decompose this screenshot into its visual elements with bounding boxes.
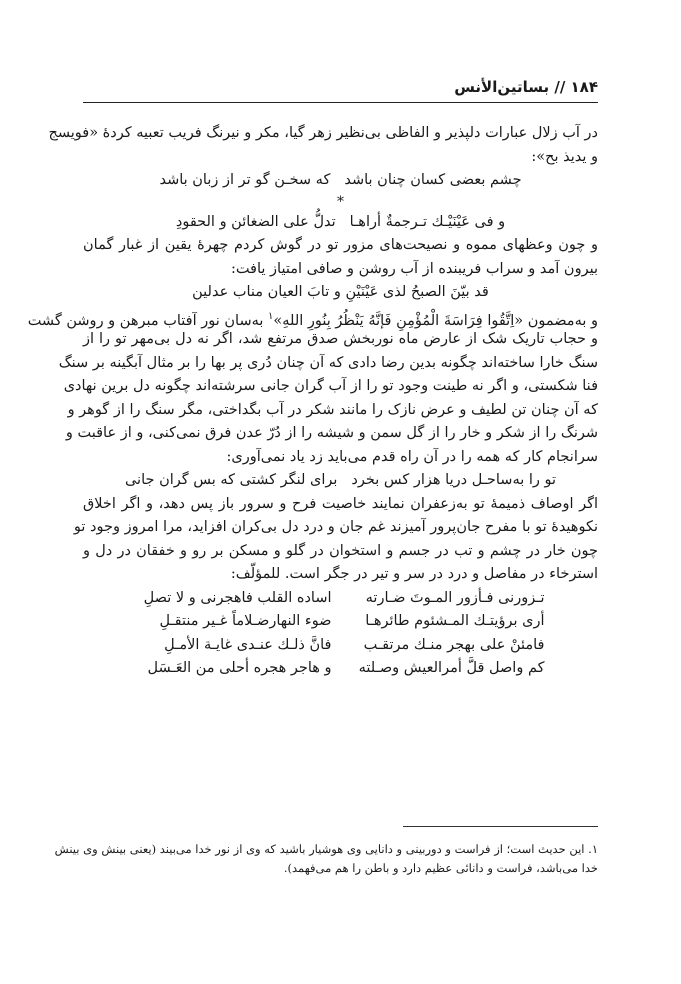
poem-couplet (83, 657, 598, 681)
poem-hemistich: تـزورنی فـأزور المـوتَ ضـارته (365, 589, 545, 606)
paragraph-line: سنگ خارا ساخته‌اند چگونه بدین رضا دادی که آن چنان دُری پر بها را بر مثال آبگینه بر سنگ (58, 354, 598, 371)
paragraph-line: استرخاء در مفاصل و درد در سر و تیر در جگر است. للمؤلّف: (230, 566, 598, 582)
footnote-ref: ۱ (268, 310, 274, 322)
paragraph-line: فنا شکستی، و اگر نه طینت وجود تو را از آب گران جانی سرشته‌اند چگونه دل برین نهادی (63, 378, 598, 394)
footnote-line: ۱. این حدیث است؛ از فراست و دوربینی و دانایی وی هوشیار باشید که وی از نور خدا می‌بیند (یعنی بینش وی بینش (54, 842, 598, 856)
footnote-line: خدا می‌باشد، فراست و دانائی عظیم دارد و باطن را هم می‌فهمد). (283, 861, 598, 875)
paragraph-line: و یدیذ بح»: (531, 148, 598, 165)
paragraph-text: به‌سان نور آفتاب مبرهن و روشن گشت (27, 312, 269, 329)
page-body (27, 122, 598, 681)
verse-hemistich: تدلُّ علی الضغائن و الحقودِ (175, 213, 336, 230)
poem-couplet (83, 634, 598, 658)
section-star: * (337, 193, 344, 210)
paragraph-line: و حجاب تاریک شک از عارض ماه نوربخش صدق مرتفع شد، اگر نه دل بی‌مهر تو را از (83, 331, 598, 347)
paragraph-line: شرنگ را از شکر و خار را از گل سمن و شیشه را از دُرّ عدن فرق نمی‌کنی، و از عاقبت و (65, 425, 598, 441)
paragraph-line: چون خار در چشم و تب در جسم و استخوان در گلو و مسکن بر رو و خفقان در دل و (83, 542, 598, 559)
poem-hemistich: فانَّ ذلـك عنـدی غایـة الأمـلِ (164, 636, 332, 653)
poem-couplet (83, 610, 598, 634)
paragraph-line: نکوهیدهٔ تو با مفرح جان‌پرور آمیزند غم جان و درد دل بی‌کران افزاید، مرا امروز وجود تو (73, 519, 598, 535)
paragraph-line: و چون وعظهای مموه و نصیحت‌های مزور تو در گوش کردم چهرهٔ یقین از غبار گمان (83, 237, 598, 253)
verse-line: قد بیّنَ الصبحُ لذی عَیْنَیْنِ و تابَ العیان مناب عدلین (192, 284, 489, 300)
paragraph-line: که آن چنان تن لطیف و عرض نازک را مانند شکر در آب بگداختی، مگر سنگ را از گوهر و (67, 401, 598, 418)
hadith-quote: و به‌مضمون «اِتَّقُوا فِرَاسَةَ الْمُؤْمِنِ فَإنَّهُ یَنْظُرُ بِنُورِ اللهِ» (273, 312, 598, 329)
paragraph-line (27, 305, 598, 329)
poem-hemistich: و هاجر هجره أحلی من العَـسَل (147, 660, 332, 676)
paragraph-line: اگر اوصاف ذمیمهٔ تو به‌زعفران نمایند خاصیت فرح و سرور باز پس دهد، و اگر اخلاق (83, 495, 598, 512)
verse-line (83, 211, 598, 235)
verse-hemistich: و فی عَیْنَیْـك تـرجمةٌ أراهـا (349, 213, 506, 230)
verse-hemistich: چشم بعضی کسان چنان باشد (344, 172, 522, 188)
paragraph-line: بیرون آمد و سراب فریبنده از آب روشن و صافی امتیاز یافت: (230, 260, 598, 277)
footnote-rule (403, 826, 598, 827)
footnote (54, 840, 598, 878)
verse-line (83, 469, 598, 493)
header-rule (83, 102, 598, 103)
poem-hemistich: اساده القلب فاهجرنی و لا تصلِ (143, 589, 332, 606)
verse-hemistich: که سخـن گو تر از زبان باشد (159, 172, 331, 188)
running-head: ۱۸۴ // بساتین‌الأنس (454, 78, 598, 96)
poem-hemistich: أری برؤیتـك المـشئوم طائرهـا (365, 613, 545, 629)
verse-hemistich: تو را به‌ساحـل دریا هزار کس بخرد (351, 472, 557, 488)
verse-line (83, 169, 598, 193)
poem-hemistich: ضوء النهارضـلاماً غـیر منتقـلِ (159, 613, 332, 629)
poem-couplet (83, 587, 598, 611)
verse-hemistich: برای لنگر کشتی که بس گران جانی (124, 472, 338, 488)
paragraph-line: سرانجام کار که همه را در آن راه قدم می‌باید زد یاد نمی‌آوری: (226, 448, 598, 465)
poem-hemistich: فامئنْ علی بهجر منـك مرتقـب (363, 636, 545, 653)
poem-hemistich: کم واصل قلَّ أمرالعیش وصـلته (358, 660, 545, 676)
paragraph-line: در آب زلال عبارات دلپذیر و الفاظی بی‌نظیر زهر گیا، مکر و نیرنگ فریب تعبیه کردهٔ «فویسج (48, 125, 598, 141)
page-header (83, 78, 598, 100)
